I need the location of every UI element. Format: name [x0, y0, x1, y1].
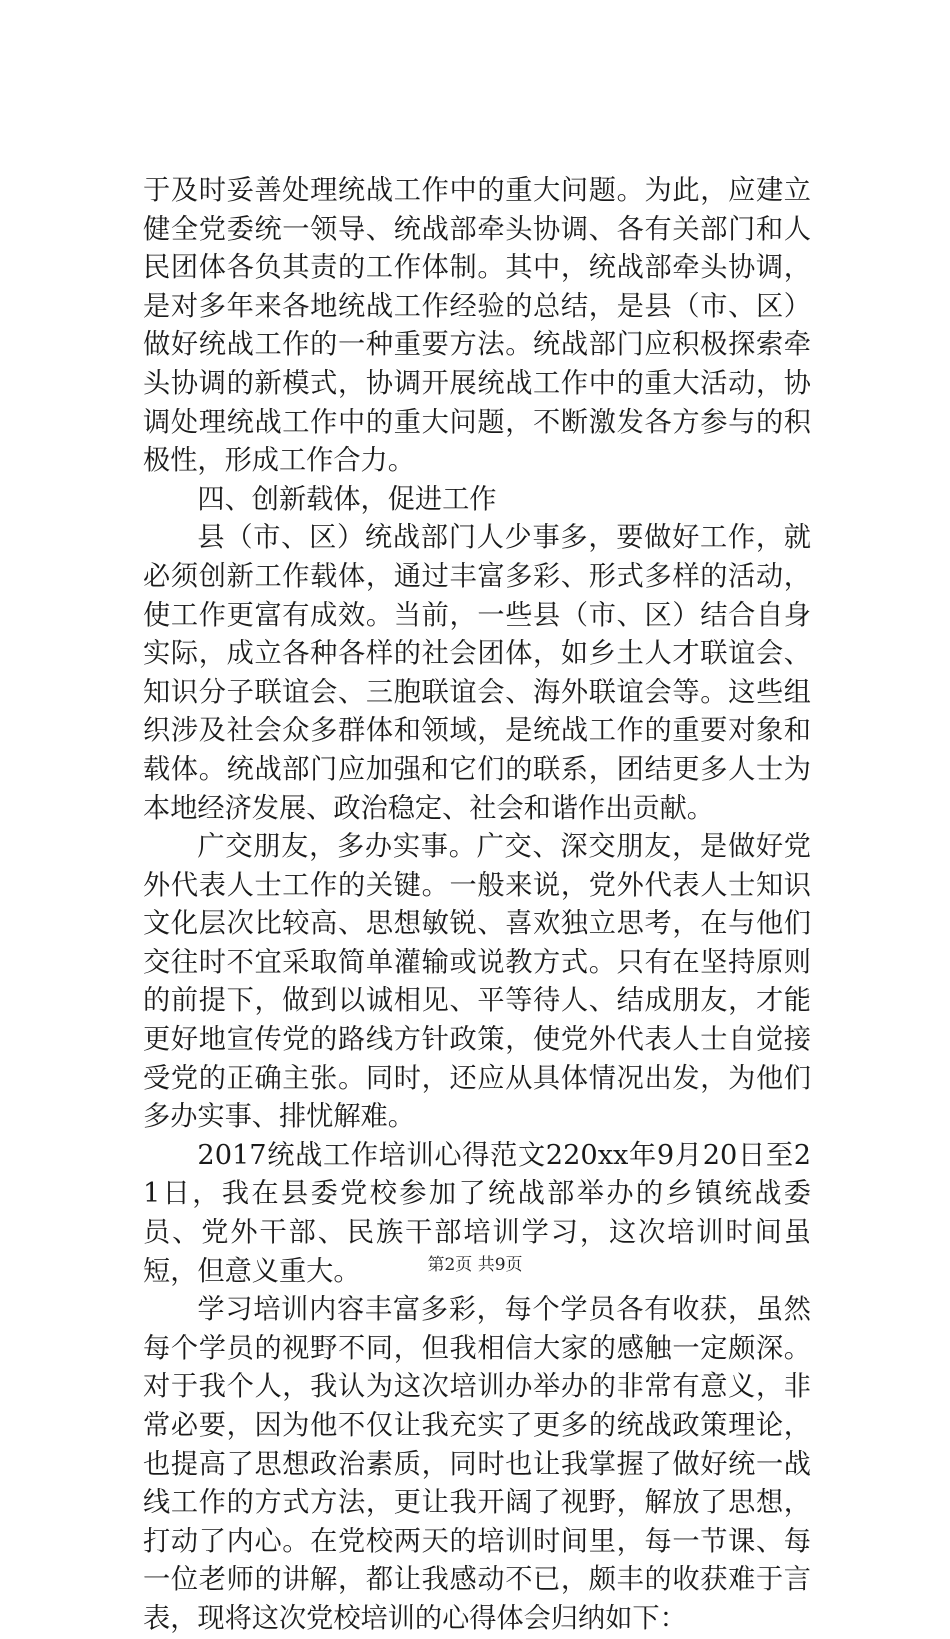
page-footer: 第2页 共9页: [427, 1255, 523, 1275]
paragraph-continuation: 于及时妥善处理统战工作中的重大问题。为此，应建立健全党委统一领导、统战部牵头协调、各有关部门和人民团体各负其责的工作体制。其中，统战部牵头协调，是对多年来各地统战工作经验的总结，是县（市、区）做好统战工作的一种重要方法。统战部门应积极探索牵头协调的新模式，协调开展统战工作中的重大活动，协调处理统战工作中的重大问题，不断激发各方参与的积极性，形成工作合力。: [143, 175, 811, 477]
paragraph-training-intro: 2017统战工作培训心得范文220xx年9月20日至21日，我在县委党校参加了统战部举办的乡镇统战委员、党外干部、民族干部培训学习，这次培训时间虽短，但意义重大。: [143, 1139, 811, 1287]
paragraph-innovation: 县（市、区）统战部门人少事多，要做好工作，就必须创新工作载体，通过丰富多彩、形式多样的活动，使工作更富有成效。当前，一些县（市、区）结合自身实际，成立各种各样的社会团体，如乡土人才联谊会、知识分子联谊会、三胞联谊会、海外联谊会等。这些组织涉及社会众多群体和领域，是统战工作的重要对象和载体。统战部门应加强和它们的联系，团结更多人士为本地经济发展、政治稳定、社会和谐作出贡献。: [143, 522, 811, 824]
paragraph-training-content: 学习培训内容丰富多彩，每个学员各有收获，虽然每个学员的视野不同，但我相信大家的感触一定颇深。对于我个人，我认为这次培训办举办的非常有意义，非常必要，因为他不仅让我充实了更多的统战政策理论，也提高了思想政治素质，同时也让我掌握了做好统一战线工作的方式方法，更让我开阔了视野，解放了思想，打动了内心。在党校两天的培训时间里，每一节课、每一位老师的讲解，都让我感动不已，颇丰的收获难于言表，现将这次党校培训的心得体会归纳如下：: [143, 1294, 811, 1634]
section-heading: 四、创新载体，促进工作: [197, 483, 497, 515]
paragraph-friends: 广交朋友，多办实事。广交、深交朋友，是做好党外代表人士工作的关键。一般来说，党外代表人士知识文化层次比较高、思想敏锐、喜欢独立思考，在与他们交往时不宜采取简单灌输或说教方式。只有在坚持原则的前提下，做到以诚相见、平等待人、结成朋友，才能更好地宣传党的路线方针政策，使党外代表人士自觉接受党的正确主张。同时，还应从具体情况出发，为他们多办实事、排忧解难。: [143, 831, 811, 1133]
document-body: [143, 172, 811, 1639]
